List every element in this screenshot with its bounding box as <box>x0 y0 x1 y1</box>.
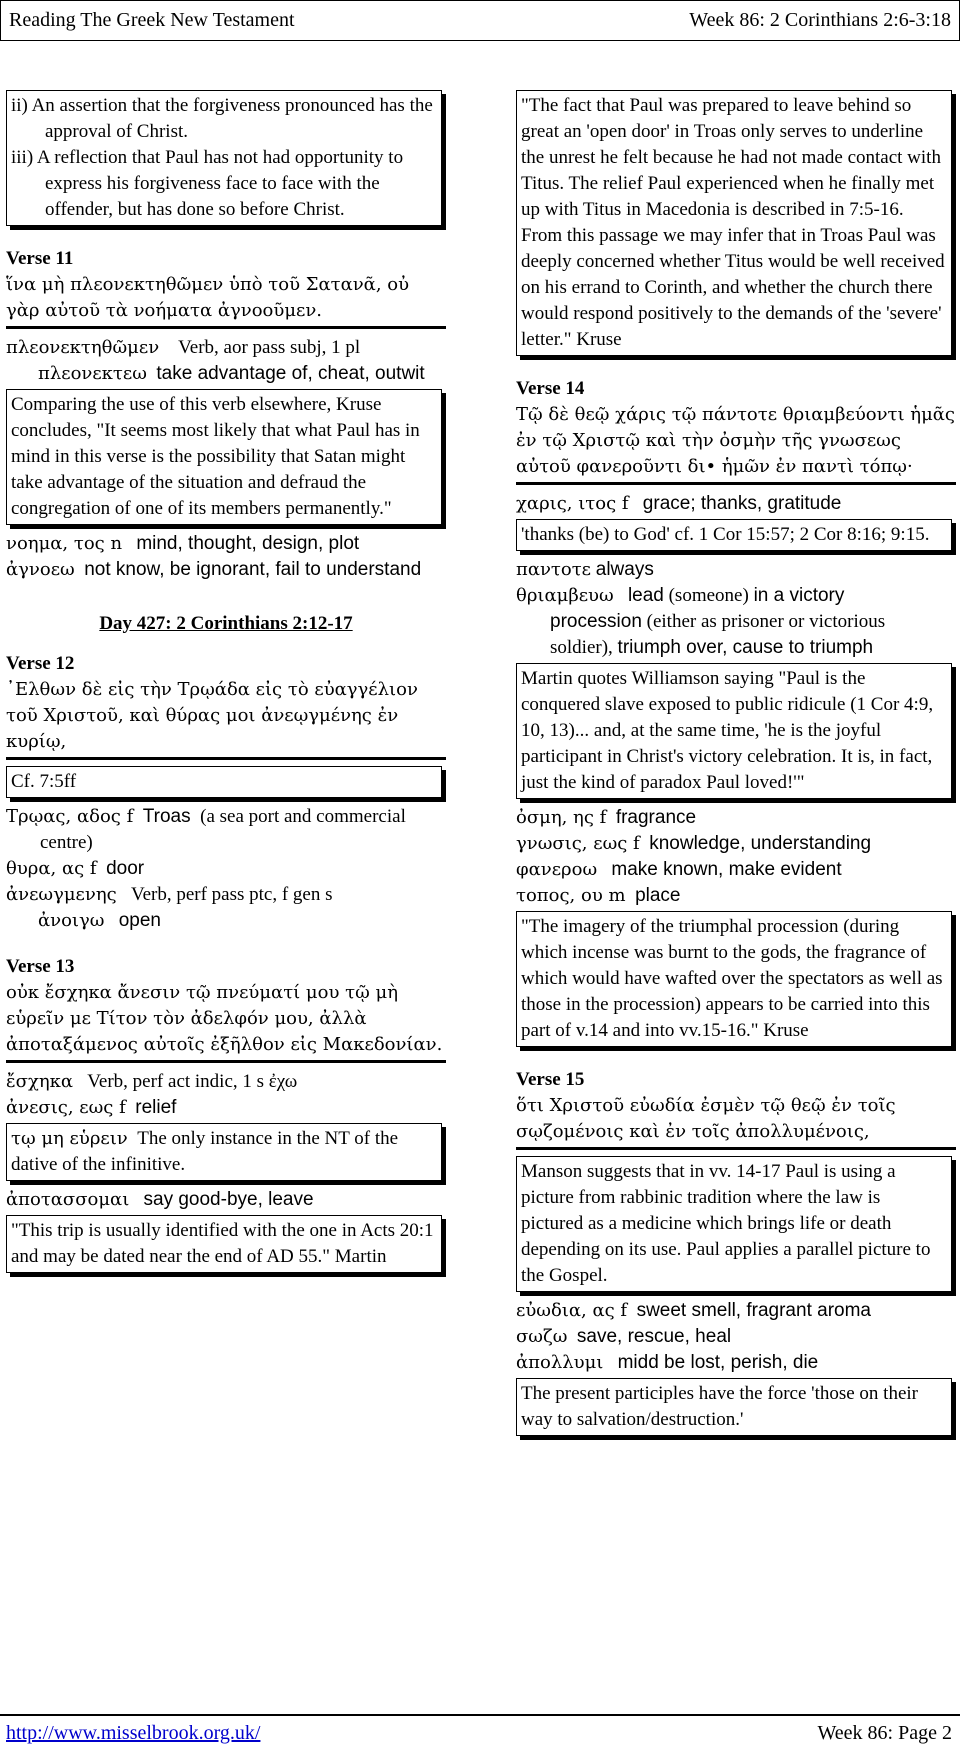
footer-website-link[interactable]: http://www.misselbrook.org.uk/ <box>6 1722 261 1744</box>
vocab-gloss: triumph over, cause to triumph <box>617 637 874 658</box>
vocab-entry <box>6 335 446 387</box>
verse-11-greek: ἵνα μὴ πλεονεκτηθῶμεν ὑπὸ τοῦ Σατανᾶ, οὐ γὰρ αὐτοῦ τὰ νοήματα ἀγνοοῦμεν. <box>6 272 446 329</box>
vocab-gloss: open <box>118 910 161 931</box>
williamson-quote-box: Martin quotes Williamson saying "Paul is the conquered slave exposed to public ridicule (1 Cor 4:9, 10, 13)... and, at the same time, 'he is the joyful participant in Christ's victory celebration. It is, in fact, just the kind of paradox Paul loved!'" <box>516 663 952 799</box>
point-iii: iii) A reflection that Paul has not had opportunity to express his forgiveness face to face with the offender, but has done so before Christ. <box>11 147 404 220</box>
vocab-gloss: in a victory procession <box>550 585 845 632</box>
vocab-word: παντοτε <box>516 559 592 580</box>
box-text: The only instance in the NT of the dative of the infinitive. <box>11 1128 399 1175</box>
vocab-lexeme: πλεονεκτεω <box>38 363 147 384</box>
vocab-entry <box>516 831 956 857</box>
vocab-gloss: make known, make evident <box>611 859 842 880</box>
vocab-word: πλεονεκτηθῶμεν <box>6 337 160 358</box>
vocab-entry <box>6 531 446 557</box>
martin-quote-box: "This trip is usually identified with the one in Acts 20:1 and may be dated near the end of AD 55." Martin <box>6 1215 442 1273</box>
vocab-entry <box>6 1187 446 1213</box>
imagery-quote-box: "The imagery of the triumphal procession (during which incense was burnt to the gods, the fragrance of which would have wafted over the spectators as well as those in the procession) appears to be carried into this part of v.14 and into vv.15-16." Kruse <box>516 911 952 1047</box>
vocab-word: θριαμβευω <box>516 585 614 606</box>
points-box <box>6 90 442 226</box>
vocab-gloss: door <box>106 858 145 879</box>
vocab-parse: Verb, perf pass ptc, f gen s <box>130 884 333 905</box>
vocab-entry <box>516 491 956 517</box>
verse-12-heading: Verse 12 <box>6 653 75 674</box>
vocab-gloss: grace; thanks, gratitude <box>642 493 842 514</box>
vocab-gloss: say good-bye, leave <box>143 1189 314 1210</box>
vocab-entry <box>516 857 956 883</box>
box-greek: τῳ μη εὑρειν <box>11 1128 128 1149</box>
vocab-gloss: fragrance <box>615 807 697 828</box>
vocab-entry <box>6 1095 446 1121</box>
vocab-note: (either as prisoner or victorious soldier), <box>550 611 886 658</box>
vocab-word: γνωσις, εως f <box>516 833 640 854</box>
vocab-gloss: knowledge, understanding <box>649 833 872 854</box>
vocab-gloss: relief <box>135 1097 177 1118</box>
header-title: Reading The Greek New Testament <box>9 9 295 31</box>
vocab-note: (a sea port and commercial centre) <box>40 806 406 853</box>
manson-comment-box: Manson suggests that in vv. 14-17 Paul is using a picture from rabbinic tradition where the law is pictured as a medicine which brings life or death depending on its use. Paul applies a parallel picture to the Gospel. <box>516 1156 952 1292</box>
cross-reference-box: Cf. 7:5ff <box>6 766 442 798</box>
vocab-gloss: Troas <box>142 806 191 827</box>
verse-13-greek: οὐκ ἔσχηκα ἄνεσιν τῷ πνεύματί μου τῷ μὴ εὑρεῖν με Τίτον τὸν ἀδελφόν μου, ἀλλὰ ἀποταξάμενος αὐτοῖς ἐξῆλθον εἰς Μακεδονίαν. <box>6 980 446 1063</box>
left-column <box>6 88 446 1279</box>
page-header <box>0 0 960 41</box>
vocab-entry <box>516 1298 956 1324</box>
thanks-reference-box: 'thanks (be) to God' cf. 1 Cor 15:57; 2 Cor 8:16; 9:15. <box>516 519 952 551</box>
vocab-word: σωζω <box>516 1326 568 1347</box>
vocab-gloss: save, rescue, heal <box>576 1326 732 1347</box>
header-week: Week 86: 2 Corinthians 2:6-3:18 <box>689 9 951 31</box>
verse-15-greek: ὅτι Χριστοῦ εὐωδία ἐσμὲν τῷ θεῷ ἐν τοῖς σῳζομένοις καὶ ἐν τοῖς ἀπολλυμένοις, <box>516 1093 956 1150</box>
vocab-entry <box>6 856 446 882</box>
vocab-word: θυρα, ας f <box>6 858 97 879</box>
kruse-comment-box: Comparing the use of this verb elsewhere, Kruse concludes, "It seems most likely that what Paul has in mind in this verse is the possibility that Satan might take advantage of the situation and defraud the congregation of one of its members permanently." <box>6 389 442 525</box>
vocab-entry <box>516 883 956 909</box>
vocab-gloss: not know, be ignorant, fail to understand <box>84 559 422 580</box>
vocab-entry <box>516 583 956 661</box>
verse-14-heading: Verse 14 <box>516 378 585 399</box>
vocab-word: ἀποτασσομαι <box>6 1189 130 1210</box>
vocab-word: ἀπολλυμι <box>516 1352 604 1373</box>
kruse-quote-box: "The fact that Paul was prepared to leave behind so great an 'open door' in Troas only serves to underline the unrest he felt because he had not made contact with Titus. The relief Paul experienced when he finally met up with Titus in Macedonia is described in 7:5-16. From this passage we may infer that in Troas Paul was deeply concerned whether Titus would be well received on his errand to Corinth, and whether the church there would respond positively to the demands of the 'severe' letter." Kruse <box>516 90 952 356</box>
vocab-gloss: midd be lost, perish, die <box>617 1352 819 1373</box>
day-title: Day 427: 2 Corinthians 2:12-17 <box>99 613 353 634</box>
footer-page-number: Week 86: Page 2 <box>817 1722 952 1744</box>
vocab-gloss: lead <box>627 585 664 606</box>
vocab-word: ἔσχηκα <box>6 1071 74 1092</box>
verse-13-heading: Verse 13 <box>6 956 75 977</box>
vocab-entry <box>516 805 956 831</box>
vocab-entry <box>6 882 446 934</box>
vocab-word: Τρῳας, αδος f <box>6 806 134 827</box>
vocab-entry <box>6 804 446 856</box>
vocab-word: ἀνεωγμενης <box>6 884 117 905</box>
dative-infinitive-box <box>6 1123 442 1181</box>
vocab-word: ἀγνοεω <box>6 559 75 580</box>
vocab-parse: Verb, perf act indic, 1 s ἐχω <box>87 1071 298 1092</box>
verse-11-heading: Verse 11 <box>6 248 74 269</box>
vocab-note: (someone) <box>668 585 749 606</box>
vocab-word: εὐωδια, ας f <box>516 1300 628 1321</box>
vocab-word: χαρις, ιτος f <box>516 493 629 514</box>
point-ii: ii) An assertion that the forgiveness pronounced has the approval of Christ. <box>11 95 433 142</box>
vocab-entry <box>516 1350 956 1376</box>
vocab-entry <box>516 1324 956 1350</box>
vocab-parse: Verb, aor pass subj, 1 pl <box>178 337 361 358</box>
vocab-word: ἀνεσις, εως f <box>6 1097 126 1118</box>
verse-14-greek: Τῷ δὲ θεῷ χάρις τῷ πάντοτε θριαμβεύοντι ἡμᾶς ἐν τῷ Χριστῷ καὶ τὴν ὀσμὴν τῆς γνωσεως αὐτοῦ φανεροῦντι δι• ἡμῶν ἐν παντὶ τόπῳ· <box>516 402 956 485</box>
vocab-entry <box>6 557 446 583</box>
footer-divider <box>0 1714 960 1716</box>
participles-note-box: The present participles have the force 'those on their way to salvation/destruction.' <box>516 1378 952 1436</box>
verse-12-greek: ᾿Ελθων δὲ εἰς τὴν Τρῳάδα εἰς τὸ εὐαγγέλιον τοῦ Χριστοῦ, καὶ θύρας μοι ἀνεῳγμένης ἐν κυρίῳ, <box>6 677 446 760</box>
vocab-gloss: sweet smell, fragrant aroma <box>636 1300 871 1321</box>
right-column <box>516 88 956 1442</box>
vocab-entry <box>6 1069 446 1095</box>
vocab-gloss: always <box>595 559 654 580</box>
vocab-word: ὀσμη, ης f <box>516 807 607 828</box>
vocab-word: νοημα, τος n <box>6 533 123 554</box>
vocab-gloss: place <box>635 885 681 906</box>
verse-15-heading: Verse 15 <box>516 1069 585 1090</box>
vocab-entry <box>516 557 956 583</box>
vocab-word: τοπος, ου m <box>516 885 626 906</box>
vocab-gloss: mind, thought, design, plot <box>136 533 360 554</box>
vocab-gloss: take advantage of, cheat, outwit <box>156 363 425 384</box>
vocab-word: φανεροω <box>516 859 598 880</box>
vocab-lexeme: ἀνοιγω <box>38 910 105 931</box>
